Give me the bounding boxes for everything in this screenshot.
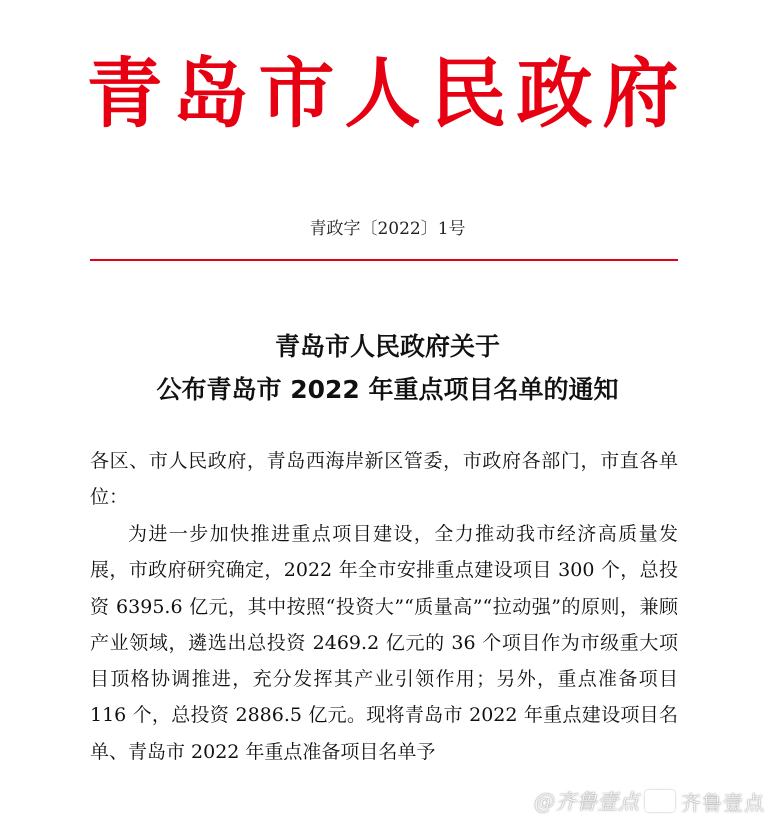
qilu-logo-icon — [645, 790, 675, 812]
issuer-masthead: 青岛市人民政府 — [86, 49, 689, 138]
notice-title-line-2: 公布青岛市 2022 年重点项目名单的通知 — [156, 375, 619, 404]
body-paragraph: 为进一步加快推进重点项目建设，全力推动我市经济高质量发展，市政府研究确定，2022 年全市安排重点建设项目 300 个，总投资 6395.6 亿元，其中按照“投资大”“质量高”“拉动强”的原则，兼顾产业领域，遴选出总投资 2469.2 亿元的 36 个项目作为市级重大项目顶格协调推进，充分发挥其产业引领作用；另外，重点准备项目 116 个，总投资 2886.5 亿元。现将青岛市 2022 年重点建设项目名单、青岛市 2022 年重点准备项目名单予 — [90, 523, 678, 763]
salutation: 各区、市人民政府，青岛西海岸新区管委，市政府各部门，市直各单位： — [90, 450, 678, 509]
watermark-brand-text: 齐鲁壹点 — [681, 790, 765, 815]
document-number: 青政字〔2022〕1号 — [309, 219, 466, 239]
watermark-script-text: @齐鲁壹点 — [534, 790, 639, 814]
red-divider-line — [90, 259, 678, 261]
source-watermark — [534, 786, 765, 816]
notice-title-line-1: 青岛市人民政府关于 — [274, 332, 500, 361]
